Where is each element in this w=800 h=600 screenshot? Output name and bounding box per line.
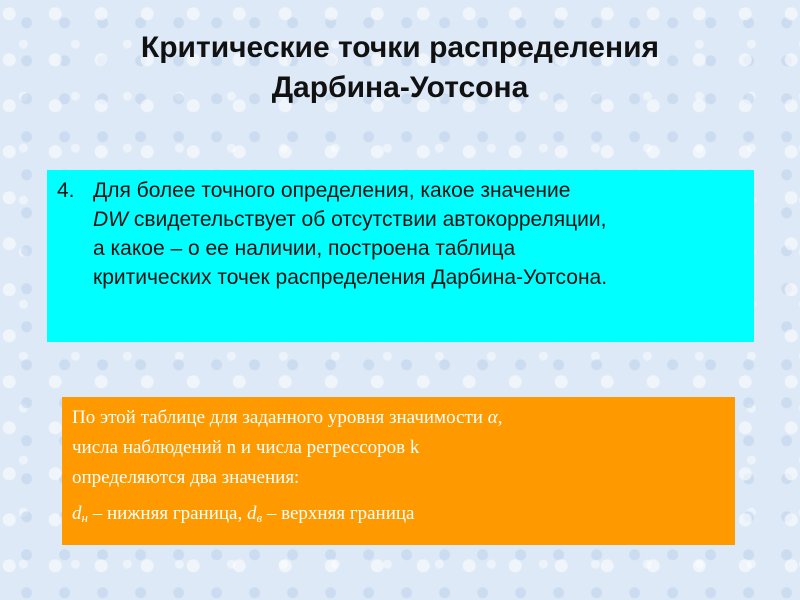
upper-bound-text: – верхняя граница bbox=[262, 503, 415, 524]
title-line-2: Дарбина-Уотсона bbox=[271, 71, 529, 104]
upper-bound-symbol: d bbox=[246, 503, 257, 524]
note-line-1: По этой таблице для заданного уровня значимости α, bbox=[72, 407, 503, 428]
title-line-1: Критические точки распределения bbox=[140, 31, 660, 64]
note-line-3: определяются два значения: bbox=[72, 467, 300, 488]
list-item bbox=[57, 176, 734, 292]
limits-line bbox=[72, 499, 725, 533]
slide-title bbox=[60, 28, 740, 108]
point-line-4: критических точек распределения Дарбина-Уотсона. bbox=[93, 266, 608, 289]
list-item-text bbox=[89, 176, 734, 292]
point-box bbox=[47, 170, 754, 342]
alpha-symbol: α bbox=[487, 407, 498, 428]
point-line-1: Для более точного определения, какое значение bbox=[93, 179, 571, 202]
upper-bound-subscript: в bbox=[256, 510, 263, 525]
lower-bound-subscript: н bbox=[81, 510, 88, 525]
list-item-number: 4. bbox=[57, 179, 75, 202]
dw-term: DW bbox=[93, 208, 128, 231]
note-box bbox=[62, 397, 735, 545]
lower-bound-symbol: d bbox=[72, 503, 82, 524]
point-line-3: а какое – о ее наличии, построена таблица bbox=[93, 237, 516, 260]
note-line-2: числа наблюдений n и числа регрессоров k bbox=[72, 437, 420, 458]
lower-bound-text: – нижняя граница, bbox=[87, 503, 247, 524]
point-line-2: DW свидетельствует об отсутствии автокорреляции, bbox=[93, 208, 607, 231]
